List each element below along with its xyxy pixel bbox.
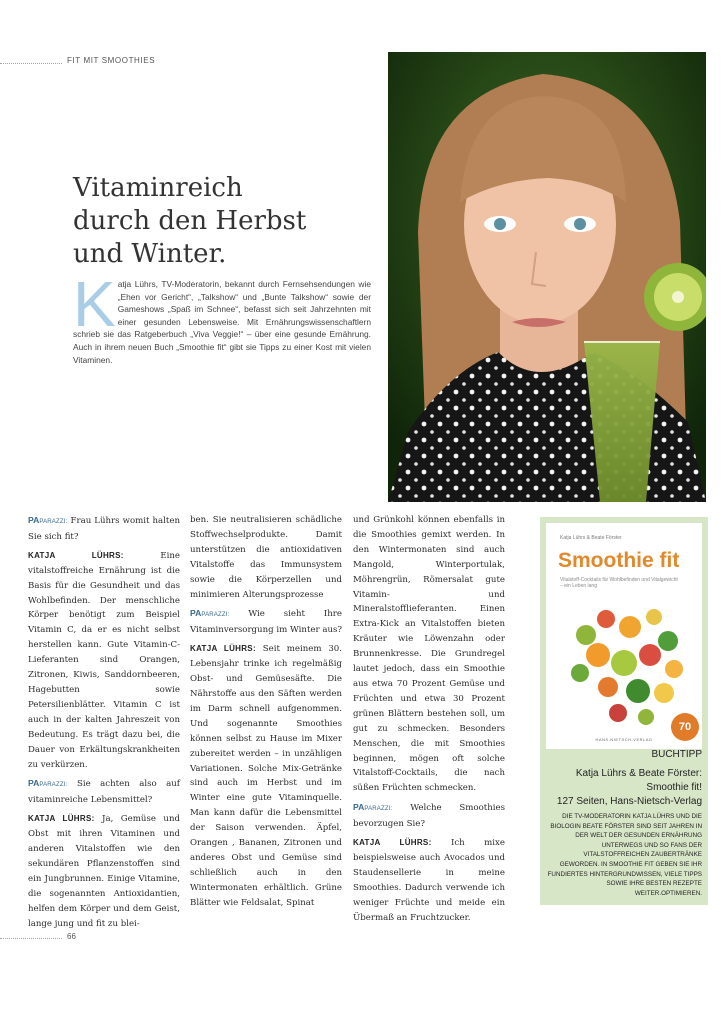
- intro-text: atja Lührs, TV-Moderatorin, bekannt durch Fernsehsendungen wie „Ehen vor Gericht“, „Talkshow“ und „Bunte Talkshow“ sowie der Gameshows „Spaß im Schnee“, befasst sich seit Jahrzehnten mit einer gesunden Lebensweise. Mit Ernährungswissenschaftlern schrieb sie das Ratgeberbuch „Viva Veggie!“ – über eine gesunde Ernährung. Auch in ihrem neuen Buch „Smoothie fit“ gibt sie Tipps zu einer Kost mit vielen Vitaminen.: [73, 279, 371, 365]
- page-footer: [0, 932, 100, 946]
- paparazzi-label: PAPARAZZI:: [28, 515, 68, 525]
- article-column-2: [190, 513, 342, 915]
- portrait-illustration: [388, 52, 706, 502]
- speaker-label: KATJA LÜHRS:: [353, 838, 432, 848]
- book-description: DIE TV-MODERATORIN KATJA LÜHRS UND DIE BIOLOGIN BEATE FÖRSTER SIND SEIT JAHREN IN DER WELT DER GESUNDEN ERNÄHRUNG UNTERWEGS UND SO FANS DER VITALSTOFFREICHEN ZAUBERTRÄNKE GEWORDEN. IN SMOOTHIE FIT GEBEN SIE IHR FUNDIERTES HINTERGRUNDWISSEN, VIELE TIPPS SOWIE IHRE BESTEN REZEPTE WEITER.OPTIMIEREN.: [547, 813, 702, 897]
- book-subtitle: Vitalstoff-Cocktails für Wohlbefinden und Vitalgewicht – ein Leben lang: [560, 577, 678, 589]
- article-column-3: [353, 513, 505, 929]
- book-authors-line: Katja Lührs & Beate Förster:: [575, 768, 702, 779]
- book-authors: Katja Lührs & Beate Förster: [560, 535, 622, 541]
- paparazzi-label: PAPARAZZI:: [353, 802, 393, 813]
- drop-cap: K: [73, 268, 116, 340]
- intro-paragraph: [73, 268, 371, 366]
- headline-line-2: durch den Herbst: [73, 206, 307, 236]
- article-column-1: [28, 513, 180, 935]
- footer-dotted-rule: [0, 938, 62, 939]
- header-dotted-rule: [0, 63, 62, 64]
- portrait-photo: [388, 52, 706, 502]
- speaker-label: KATJA LÜHRS:: [28, 550, 124, 560]
- paparazzi-label: PAPARAZZI:: [28, 778, 68, 789]
- book-title-line: Smoothie fit!: [646, 782, 702, 793]
- book-title: Smoothie fit: [558, 549, 680, 572]
- question-4: PAPARAZZI: Welche Smoothies bevorzugen Sie?: [353, 802, 505, 830]
- headline-line-3: und Winter.: [73, 239, 227, 269]
- book-cover: [546, 523, 702, 749]
- speaker-label: KATJA LÜHRS:: [28, 814, 95, 824]
- book-pages-line: 127 Seiten, Hans-Nietsch-Verlag: [556, 796, 702, 807]
- paragraph: und Grünkohl können ebenfalls in die Smoothies gemixt werden. In den Wintermonaten sind auch Mangold, Winterportulak, Möhrengrün, Römersalat gute Vitamin- und Mineralstofflieferanten. Einen Extra-Kick an Vitalstoffen bieten Kräuter wie Löwenzahn oder Brunnenkresse. Die Grundregel lautet jedoch, dass ein Smoothie aus etwa 70 Prozent Gemüse und Früchten und etwa 30 Prozent grünen Blättern bestehen soll, um gut zu schmecken. Besonders Menschen, die mit Smoothies beginnen, mögen oft solche Vitalstoff-Cocktails, die nach süßen Früchten schmecken.: [353, 515, 505, 794]
- paragraph: ben. Sie neutralisieren schädliche Stoffwechselprodukte. Damit unterstützen die antioxidativen Vitalstoffe das Immunsystem sowie die Körperzellen und minimieren Alterungsprozesse: [190, 515, 342, 600]
- book-tip-box: [540, 517, 708, 905]
- answer-1: KATJA LÜHRS: Eine vitalstoffreiche Ernährung ist die Basis für die Gesundheit und das Wohlbefinden. Der menschliche Körper benötigt zum Beispiel Vitamin C, da er es nicht selbst herstellen kann. Gute Vitamin-C-Lieferanten sind Orangen, Zitronen, Kiwis, Sanddornbeeren, Hagebutten sowie Petersilienblätter. Vitamin C ist auch in der kalten Jahreszeit von Bedeutung. Es trägt dazu bei, die Dauer von Erkältungskrankheiten zu verkürzen.: [28, 550, 180, 770]
- answer-2: KATJA LÜHRS: Ja, Gemüse und Obst mit ihren Vitaminen und anderen Vitalstoffen wie den sekundären Pflanzenstoffen sind ein Jungbrunnen. Einige Vitamine, die sogenannten Antioxidantien, helfen dem Körper und dem Geist, lange jung und fit zu blei-: [28, 814, 180, 929]
- headline: [73, 172, 373, 271]
- book-tip-label: BUCHTIPP: [651, 749, 702, 760]
- page-number: 66: [67, 932, 76, 941]
- speaker-label: KATJA LÜHRS:: [190, 644, 256, 654]
- question-1: PAPARAZZI: Frau Lührs womit halten Sie sich fit?: [28, 515, 180, 542]
- headline-line-1: Vitaminreich: [73, 173, 243, 203]
- answer-4: KATJA LÜHRS: Ich mixe beispielsweise auch Avocados und Staudensellerie in meine Smoothies. Dadurch verwende ich weniger Früchte und meide ein Übermaß an Fruchtzucker.: [353, 838, 505, 923]
- answer-3: KATJA LÜHRS: Seit meinem 30. Lebensjahr trinke ich regelmäßig Obst- und Gemüsesäfte. Die Nährstoffe aus den Säften werden im Darm schnell aufgenommen. Und sogenannte Smoothies können selbst zu Hause im Mixer zubereitet werden – in unzähligen Variationen. Solche Mix-Getränke sind auch im Herbst und im Winter eine gute Vitaminquelle. Man kann dafür die Lebensmittel der Saison verwenden. Äpfel, Orangen , Bananen, Zitronen und anderes Obst und Gemüse sind schließlich auch in den Wintermonaten erhältlich. Grüne Blätter wie Feldsalat, Spinat: [190, 644, 342, 908]
- book-publisher: HANS-NIETSCH-VERLAG: [595, 737, 653, 742]
- section-label: FIT MIT SMOOTHIES: [67, 56, 156, 65]
- book-badge: 70: [671, 713, 699, 741]
- question-3: PAPARAZZI: Wie sieht Ihre Vitaminversorgung im Winter aus?: [190, 608, 343, 636]
- question-2: PAPARAZZI: Sie achten also auf vitaminreiche Lebensmittel?: [28, 778, 180, 806]
- section-header: [0, 56, 200, 70]
- paparazzi-label: PAPARAZZI:: [190, 608, 230, 619]
